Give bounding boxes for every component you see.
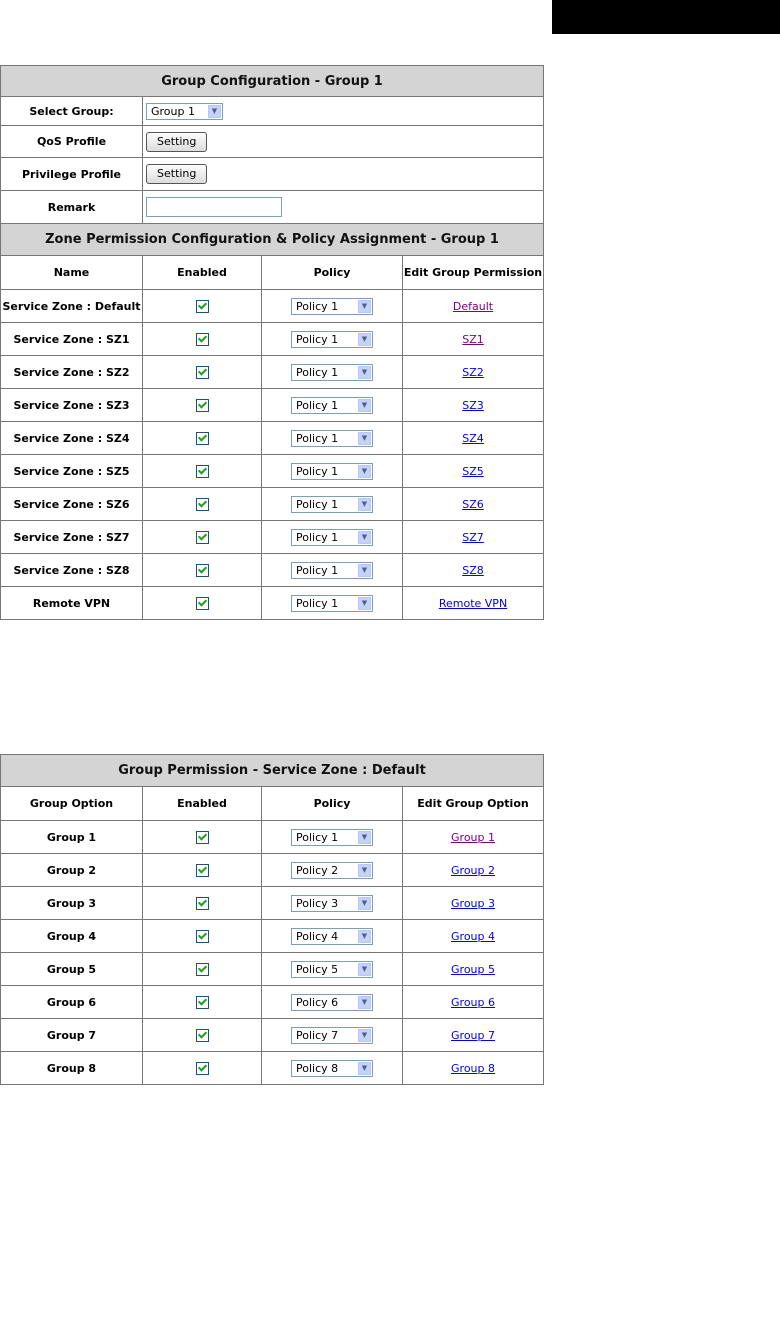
enabled-checkbox[interactable]	[196, 963, 209, 976]
chevron-down-icon: ▼	[358, 897, 371, 910]
row-name-label: Service Zone : SZ6	[1, 488, 143, 521]
chevron-down-icon: ▼	[358, 366, 371, 379]
group-permission-table	[0, 754, 544, 1085]
edit-permission-link[interactable]: Group 5	[451, 962, 495, 976]
policy-dropdown[interactable]	[291, 397, 373, 414]
zone-row	[1, 323, 544, 356]
edit-permission-link[interactable]: SZ7	[462, 530, 484, 544]
zone-permission-title: Zone Permission Configuration & Policy Assignment - Group 1	[1, 224, 544, 256]
chevron-down-icon: ▼	[358, 831, 371, 844]
policy-dropdown[interactable]	[291, 1027, 373, 1044]
group-permission-title: Group Permission - Service Zone : Default	[1, 755, 544, 787]
privilege-profile-label: Privilege Profile	[1, 158, 143, 191]
policy-dropdown[interactable]	[291, 463, 373, 480]
privilege-setting-button[interactable]: Setting	[146, 164, 207, 184]
row-name-label: Service Zone : SZ4	[1, 422, 143, 455]
policy-dropdown[interactable]	[291, 1060, 373, 1077]
edit-permission-link[interactable]: SZ1	[462, 332, 484, 346]
policy-value: Policy 1	[296, 596, 339, 610]
policy-dropdown[interactable]	[291, 496, 373, 513]
row-name-label: Service Zone : SZ2	[1, 356, 143, 389]
chevron-down-icon: ▼	[358, 498, 371, 511]
edit-permission-link[interactable]: Remote VPN	[438, 596, 508, 610]
enabled-checkbox[interactable]	[196, 564, 209, 577]
enabled-checkbox[interactable]	[196, 531, 209, 544]
chevron-down-icon: ▼	[358, 465, 371, 478]
policy-dropdown[interactable]	[291, 529, 373, 546]
policy-value: Policy 1	[296, 830, 339, 844]
policy-value: Policy 5	[296, 962, 339, 976]
edit-permission-link[interactable]: SZ2	[462, 365, 484, 379]
policy-value: Policy 1	[296, 431, 339, 445]
zone-row	[1, 554, 544, 587]
column-header-enabled: Enabled	[143, 787, 262, 821]
policy-value: Policy 4	[296, 929, 339, 943]
policy-value: Policy 3	[296, 896, 339, 910]
row-name-label: Service Zone : SZ8	[1, 554, 143, 587]
chevron-down-icon: ▼	[358, 1062, 371, 1075]
chevron-down-icon: ▼	[358, 399, 371, 412]
row-name-label: Group 7	[1, 1019, 143, 1052]
remark-label: Remark	[1, 191, 143, 224]
enabled-checkbox[interactable]	[196, 1062, 209, 1075]
select-group-value: Group 1	[151, 104, 195, 118]
enabled-checkbox[interactable]	[196, 333, 209, 346]
policy-dropdown[interactable]	[291, 895, 373, 912]
select-group-label: Select Group:	[1, 97, 143, 126]
group-row	[1, 953, 544, 986]
row-name-label: Group 8	[1, 1052, 143, 1085]
group-row	[1, 1052, 544, 1085]
policy-dropdown[interactable]	[291, 829, 373, 846]
policy-dropdown[interactable]	[291, 430, 373, 447]
edit-permission-link[interactable]: SZ3	[462, 398, 484, 412]
policy-value: Policy 1	[296, 299, 339, 313]
policy-dropdown[interactable]	[291, 928, 373, 945]
edit-permission-link[interactable]: Group 3	[451, 896, 495, 910]
policy-dropdown[interactable]	[291, 961, 373, 978]
policy-value: Policy 7	[296, 1028, 339, 1042]
chevron-down-icon: ▼	[358, 531, 371, 544]
row-name-label: Group 6	[1, 986, 143, 1019]
column-header-group-option: Group Option	[1, 787, 143, 821]
group-row	[1, 887, 544, 920]
zone-row	[1, 290, 544, 323]
policy-dropdown[interactable]	[291, 994, 373, 1011]
zone-row	[1, 521, 544, 554]
policy-value: Policy 1	[296, 365, 339, 379]
policy-value: Policy 1	[296, 497, 339, 511]
enabled-checkbox[interactable]	[196, 465, 209, 478]
remark-input[interactable]	[146, 197, 282, 217]
edit-permission-link[interactable]: SZ5	[462, 464, 484, 478]
enabled-checkbox[interactable]	[196, 432, 209, 445]
row-name-label: Group 3	[1, 887, 143, 920]
zone-row	[1, 356, 544, 389]
group-row	[1, 854, 544, 887]
policy-dropdown[interactable]	[291, 331, 373, 348]
policy-value: Policy 1	[296, 398, 339, 412]
row-name-label: Remote VPN	[1, 587, 143, 620]
row-name-label: Service Zone : Default	[1, 290, 143, 323]
chevron-down-icon: ▼	[208, 105, 221, 118]
chevron-down-icon: ▼	[358, 864, 371, 877]
zone-row	[1, 455, 544, 488]
enabled-checkbox[interactable]	[196, 996, 209, 1009]
policy-value: Policy 8	[296, 1061, 339, 1075]
zone-row	[1, 389, 544, 422]
row-name-label: Service Zone : SZ3	[1, 389, 143, 422]
policy-value: Policy 1	[296, 332, 339, 346]
policy-value: Policy 1	[296, 530, 339, 544]
edit-permission-link[interactable]: Group 1	[451, 830, 495, 844]
column-header-enabled: Enabled	[143, 256, 262, 290]
group-row	[1, 1019, 544, 1052]
policy-dropdown[interactable]	[291, 298, 373, 315]
policy-dropdown[interactable]	[291, 364, 373, 381]
enabled-checkbox[interactable]	[196, 1029, 209, 1042]
column-header-edit-group-permission: Edit Group Permission	[403, 256, 544, 290]
zone-row	[1, 422, 544, 455]
policy-dropdown[interactable]	[291, 562, 373, 579]
group-row	[1, 920, 544, 953]
chevron-down-icon: ▼	[358, 1029, 371, 1042]
column-header-edit-group-option: Edit Group Option	[403, 787, 544, 821]
qos-setting-button[interactable]: Setting	[146, 132, 207, 152]
group-row	[1, 821, 544, 854]
enabled-checkbox[interactable]	[196, 498, 209, 511]
group-configuration-table	[0, 65, 544, 620]
edit-permission-link[interactable]: Group 4	[451, 929, 495, 943]
row-name-label: Group 5	[1, 953, 143, 986]
chevron-down-icon: ▼	[358, 963, 371, 976]
policy-dropdown[interactable]	[291, 595, 373, 612]
row-name-label: Service Zone : SZ1	[1, 323, 143, 356]
row-name-label: Group 1	[1, 821, 143, 854]
enabled-checkbox[interactable]	[196, 897, 209, 910]
enabled-checkbox[interactable]	[196, 597, 209, 610]
chevron-down-icon: ▼	[358, 333, 371, 346]
row-name-label: Group 2	[1, 854, 143, 887]
policy-value: Policy 6	[296, 995, 339, 1009]
edit-permission-link[interactable]: Group 2	[451, 863, 495, 877]
select-group-dropdown[interactable]	[146, 103, 223, 120]
qos-profile-label: QoS Profile	[1, 126, 143, 158]
enabled-checkbox[interactable]	[196, 300, 209, 313]
chevron-down-icon: ▼	[358, 300, 371, 313]
row-name-label: Service Zone : SZ7	[1, 521, 143, 554]
column-header-policy: Policy	[262, 256, 403, 290]
enabled-checkbox[interactable]	[196, 366, 209, 379]
enabled-checkbox[interactable]	[196, 930, 209, 943]
chevron-down-icon: ▼	[358, 930, 371, 943]
column-header-policy: Policy	[262, 787, 403, 821]
group-config-title: Group Configuration - Group 1	[1, 66, 544, 97]
group-row	[1, 986, 544, 1019]
policy-value: Policy 1	[296, 464, 339, 478]
edit-permission-link[interactable]: SZ6	[462, 497, 484, 511]
edit-permission-link[interactable]: Group 6	[451, 995, 495, 1009]
chevron-down-icon: ▼	[358, 564, 371, 577]
edit-permission-link[interactable]: Default	[452, 299, 494, 313]
zone-row	[1, 587, 544, 620]
column-header-name: Name	[1, 256, 143, 290]
policy-value: Policy 1	[296, 563, 339, 577]
edit-permission-link[interactable]: SZ8	[462, 563, 484, 577]
edit-permission-link[interactable]: Group 8	[451, 1061, 495, 1075]
zone-row	[1, 488, 544, 521]
enabled-checkbox[interactable]	[196, 864, 209, 877]
enabled-checkbox[interactable]	[196, 831, 209, 844]
enabled-checkbox[interactable]	[196, 399, 209, 412]
row-name-label: Service Zone : SZ5	[1, 455, 143, 488]
policy-value: Policy 2	[296, 863, 339, 877]
policy-dropdown[interactable]	[291, 862, 373, 879]
chevron-down-icon: ▼	[358, 432, 371, 445]
edit-permission-link[interactable]: SZ4	[462, 431, 484, 445]
chevron-down-icon: ▼	[358, 996, 371, 1009]
black-header-bar	[552, 0, 780, 34]
edit-permission-link[interactable]: Group 7	[451, 1028, 495, 1042]
chevron-down-icon: ▼	[358, 597, 371, 610]
row-name-label: Group 4	[1, 920, 143, 953]
